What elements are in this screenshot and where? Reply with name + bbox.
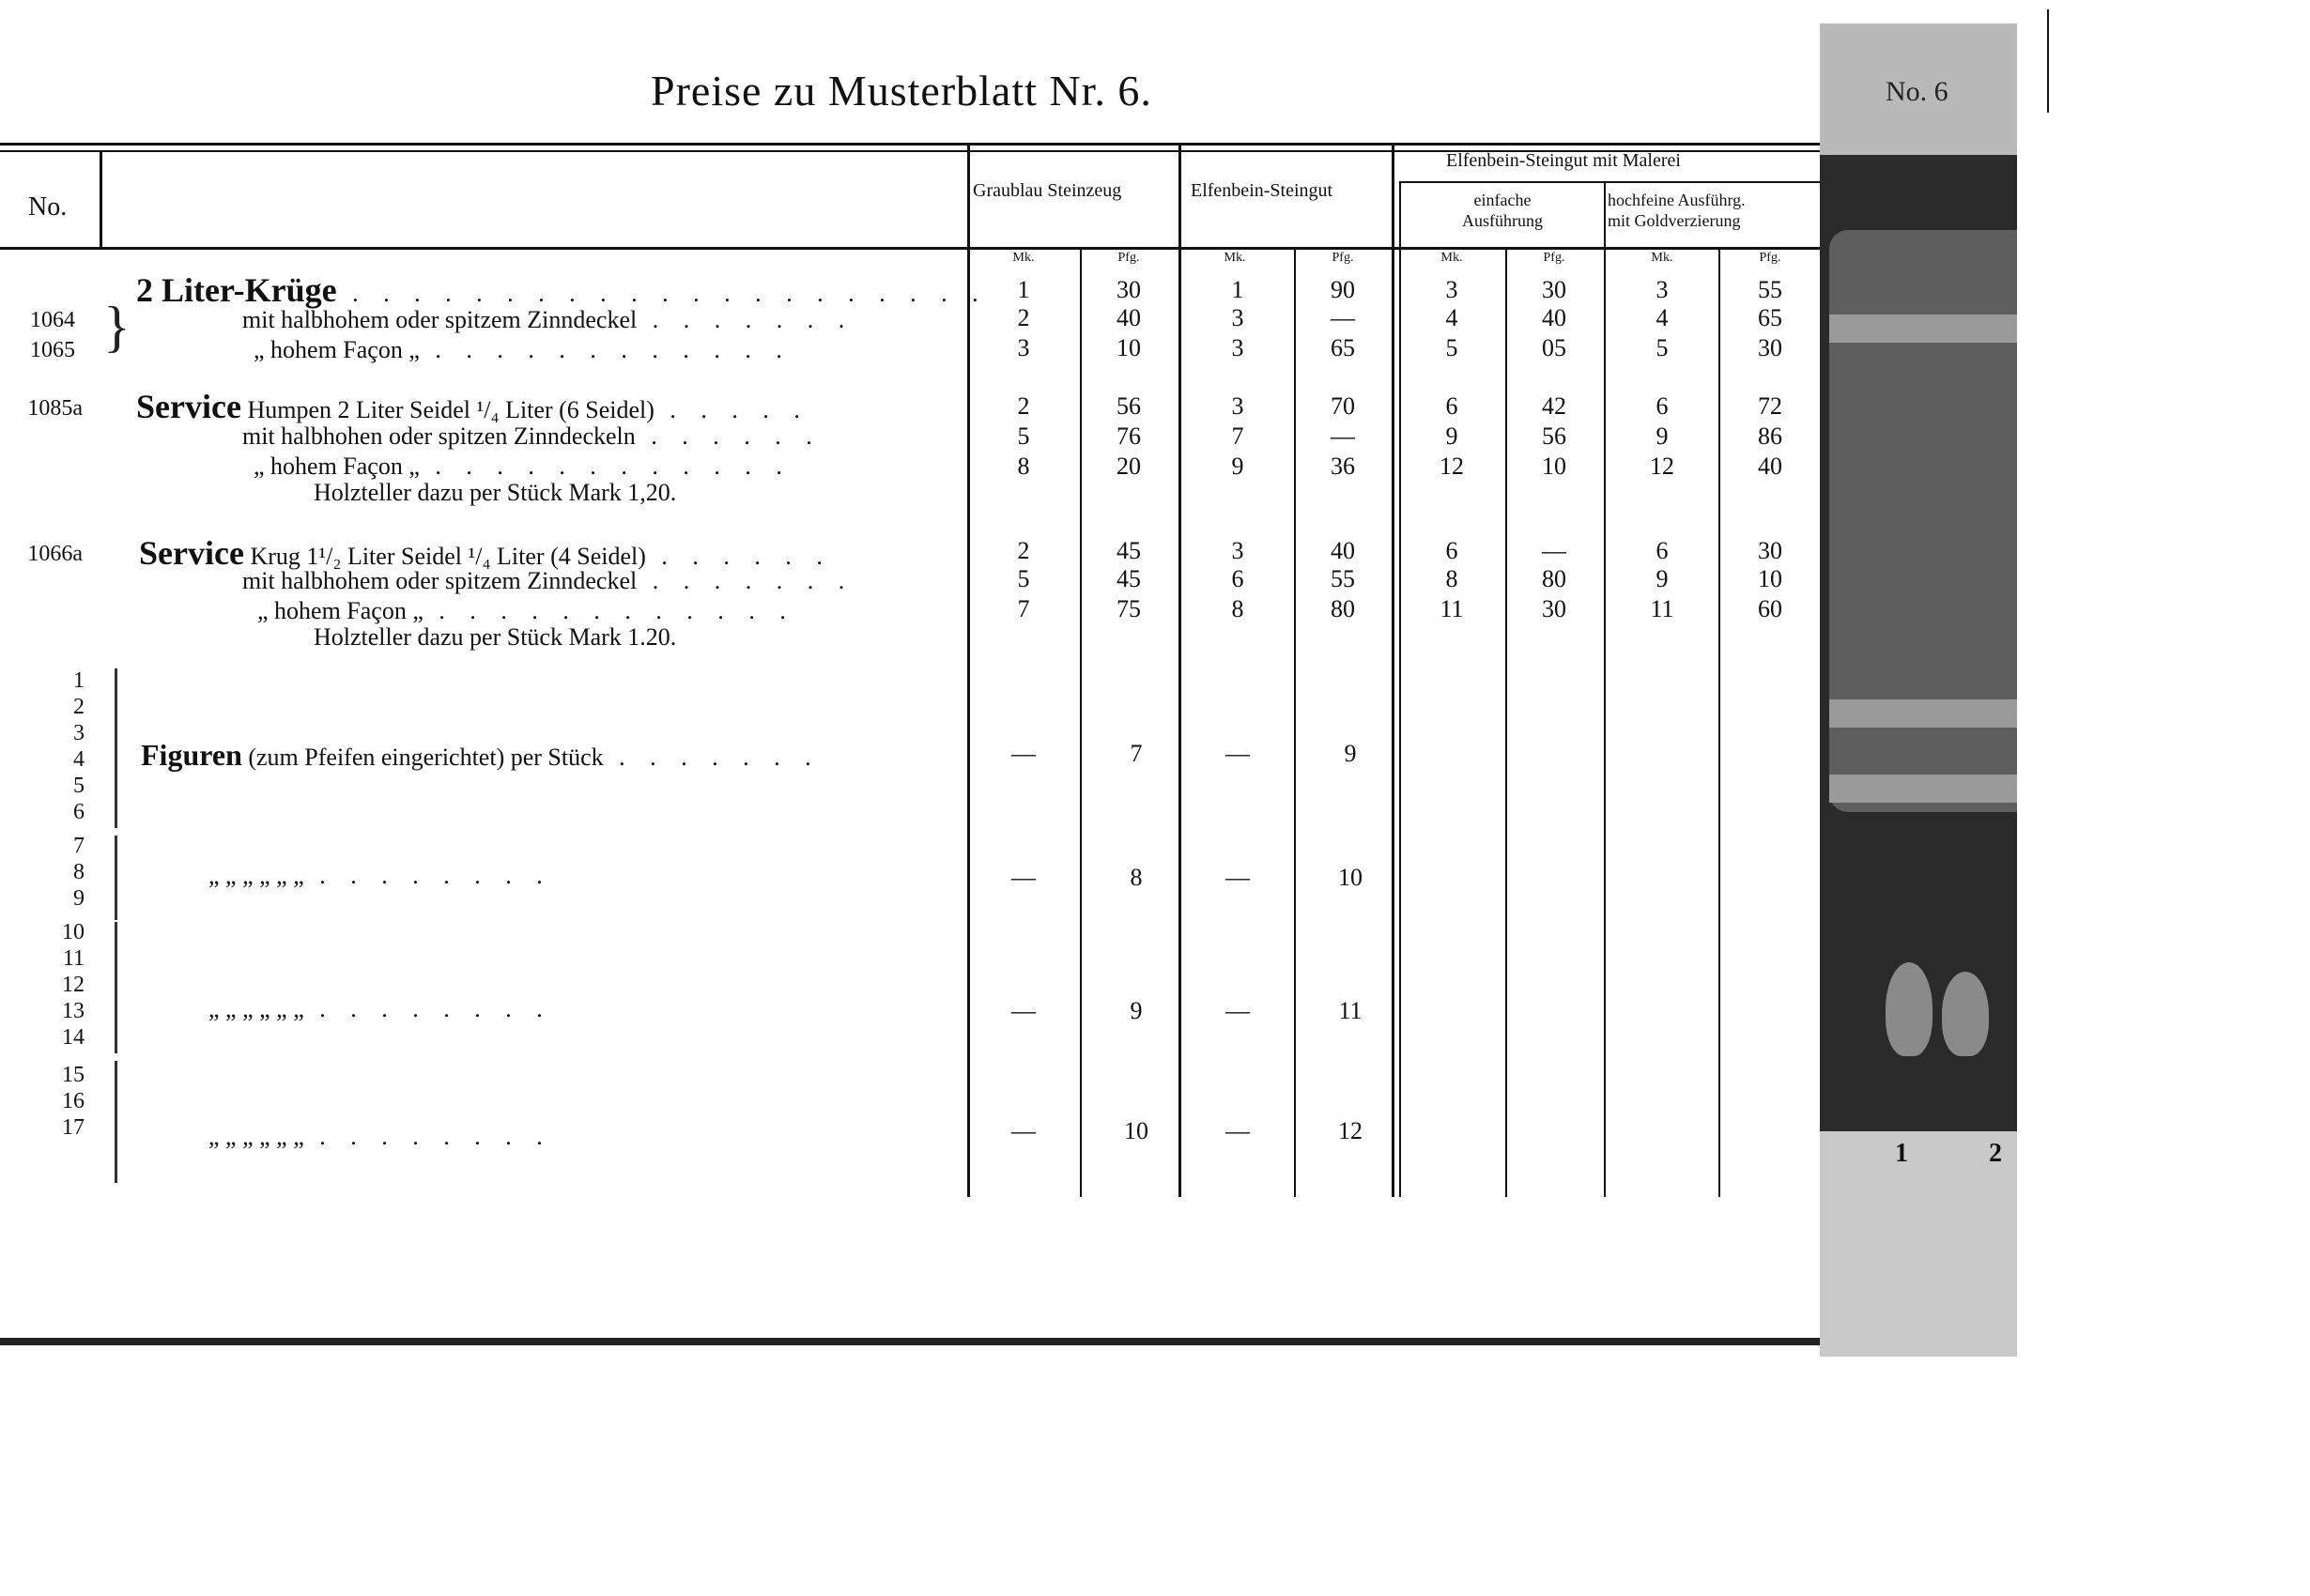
price-cell: 80	[1331, 595, 1355, 622]
price-cell: 10	[1124, 1117, 1148, 1144]
row-text-1065-label: „ hohem Façon „	[254, 336, 420, 363]
price-cell: 7	[1017, 595, 1030, 622]
price-cell: 5	[1017, 422, 1030, 450]
header-hochfeine-line1: hochfeine Ausführg.	[1608, 191, 1746, 209]
group-title-service-krug: Service Krug 1¹/₂ Liter Seidel ¹/₄ Liter (4 Seidel) . . . . . .	[139, 534, 832, 572]
price-cell: 55	[1331, 565, 1355, 592]
row-text-1065: „ hohem Façon „ . . . . . . . . . . . .	[254, 336, 792, 363]
unit-pfg-elfenbein: Pfg.	[1332, 251, 1354, 265]
price-cell: —	[1011, 740, 1036, 767]
unit-pfg-graublau: Pfg.	[1117, 251, 1140, 265]
note-humpen: Holzteller dazu per Stück Mark 1,20.	[314, 479, 677, 506]
figuren-no: 6	[73, 800, 85, 824]
figuren-ditto-1-text: „ „ „ „ „ „	[208, 862, 304, 889]
price-cell: 6	[1445, 392, 1458, 420]
price-cell: 86	[1758, 422, 1782, 450]
price-cell: 8	[1445, 565, 1458, 592]
row-text-1064-label: mit halbhohem oder spitzem Zinndeckel	[242, 306, 638, 333]
price-cell: 30	[1542, 595, 1566, 622]
header-einfache-line2: Ausführung	[1462, 211, 1543, 230]
price-cell: 72	[1758, 392, 1782, 420]
price-cell: 4	[1656, 304, 1669, 331]
unit-pfg-hochfeine: Pfg.	[1759, 251, 1781, 265]
figuren-brace-1	[115, 668, 120, 828]
header-no: No.	[28, 192, 68, 222]
figuren-title-text: Figuren	[141, 738, 242, 772]
price-cell: 9	[1656, 565, 1669, 592]
price-cell: —	[1225, 1117, 1250, 1144]
price-cell: —	[1011, 864, 1036, 891]
price-cell: 05	[1542, 334, 1566, 361]
group-title-service-krug-text: Service	[139, 534, 244, 572]
row-text-krug-3-label: „ hohem Façon „	[257, 597, 424, 624]
price-cell: 9	[1344, 740, 1357, 767]
row-text-humpen-2-label: mit halbhohen oder spitzen Zinndeckeln	[242, 422, 636, 450]
price-cell: 7	[1231, 422, 1244, 450]
price-cell: 3	[1231, 392, 1244, 420]
figuren-no: 16	[62, 1089, 85, 1113]
group-title-service-humpen: Service Humpen 2 Liter Seidel ¹/₄ Liter (6 Seidel) . . . . .	[136, 388, 809, 425]
col-divider-elfenbein	[1178, 146, 1181, 1197]
price-cell: 10	[1542, 453, 1566, 480]
price-cell: 12	[1440, 453, 1464, 480]
header-elfenbein: Elfenbein-Steingut	[1191, 180, 1333, 201]
price-cell: 10	[1116, 334, 1141, 361]
figuren-brace-3	[115, 922, 120, 1053]
price-cell: 3	[1231, 537, 1244, 564]
price-cell: 3	[1656, 276, 1669, 303]
price-cell: 36	[1331, 453, 1355, 480]
price-cell: 3	[1445, 276, 1458, 303]
price-cell: 30	[1116, 276, 1141, 303]
price-cell: 6	[1231, 565, 1244, 592]
col-divider-elfenbein-mkpf	[1294, 249, 1296, 1197]
page-bottom-rule	[0, 1338, 1820, 1345]
price-cell: 2	[1017, 304, 1030, 331]
figuren-no: 14	[62, 1025, 85, 1050]
malerei-sub-rule	[1399, 181, 1820, 183]
price-cell: 3	[1017, 334, 1030, 361]
price-cell: —	[1011, 1117, 1036, 1144]
figure-photo	[1886, 962, 1933, 1056]
price-cell: 1	[1231, 276, 1244, 303]
price-cell: 40	[1758, 453, 1782, 480]
row-text-humpen-3: „ hohem Façon „ . . . . . . . . . . . .	[254, 453, 792, 480]
price-cell: 56	[1116, 392, 1141, 420]
price-cell: 40	[1116, 304, 1141, 331]
unit-mk-graublau: Mk.	[1012, 251, 1035, 265]
row-text-krug-3: „ hohem Façon „ . . . . . . . . . . . .	[257, 597, 795, 624]
figuren-no: 4	[73, 747, 85, 772]
header-einfache	[1409, 190, 1596, 231]
price-cell: 11	[1650, 595, 1674, 622]
col-divider-no	[100, 150, 102, 249]
photo-number-2: 2	[1989, 1139, 2002, 1168]
figuren-subtitle: (zum Pfeifen eingerichtet) per Stück	[248, 744, 604, 771]
price-cell: 2	[1017, 537, 1030, 564]
figuren-no: 12	[62, 973, 85, 997]
price-cell: 90	[1331, 276, 1355, 303]
price-cell: 10	[1758, 565, 1782, 592]
row-text-humpen-2: mit halbhohen oder spitzen Zinndeckeln . . . . . .	[242, 422, 822, 450]
figuren-no: 7	[73, 834, 85, 858]
unit-mk-elfenbein: Mk.	[1224, 251, 1246, 265]
stein-band	[1829, 699, 2017, 728]
price-cell: 2	[1017, 392, 1030, 420]
figuren-no: 11	[62, 946, 85, 971]
figuren-no: 10	[62, 920, 85, 944]
price-cell: 60	[1758, 595, 1782, 622]
price-cell: —	[1331, 422, 1355, 450]
price-cell: —	[1011, 997, 1036, 1024]
price-cell: 12	[1650, 453, 1674, 480]
group-subtitle-service-humpen: Humpen 2 Liter Seidel ¹/₄ Liter (6 Seidel)	[247, 396, 654, 423]
price-cell: 6	[1445, 537, 1458, 564]
col-divider-graublau-mkpf	[1080, 249, 1082, 1197]
header-hochfeine-line2: mit Goldverzierung	[1608, 211, 1741, 230]
figuren-no: 8	[73, 860, 85, 884]
row-no-1064: 1064	[30, 308, 75, 332]
row-text-1064: mit halbhohem oder spitzem Zinndeckel . . . . . . .	[242, 306, 855, 333]
figuren-title: Figuren (zum Pfeifen eingerichtet) per Stück . . . . . . .	[141, 738, 821, 772]
figuren-brace-2	[115, 836, 120, 920]
figuren-no: 1	[73, 668, 85, 693]
header-bottom-rule	[0, 247, 1820, 250]
row-no-1085a: 1085a	[27, 396, 83, 421]
price-cell: 65	[1331, 334, 1355, 361]
col-divider-hochfeine-mkpf	[1718, 249, 1720, 1197]
figuren-no: 13	[62, 999, 85, 1023]
figuren-no: 5	[73, 774, 85, 798]
price-cell: 5	[1656, 334, 1669, 361]
price-cell: 30	[1758, 537, 1782, 564]
price-cell: 6	[1656, 392, 1669, 420]
price-cell: 45	[1116, 565, 1141, 592]
page-edge-mark	[2047, 9, 2049, 113]
row-text-krug-2-label: mit halbhohem oder spitzem Zinndeckel	[242, 567, 638, 594]
row-text-krug-2: mit halbhohem oder spitzem Zinndeckel . . . . . . .	[242, 567, 855, 594]
col-divider-malerei	[1392, 146, 1394, 1197]
figure-photo	[1942, 972, 1989, 1056]
price-cell: 42	[1542, 392, 1566, 420]
col-divider-einfache	[1399, 183, 1401, 1197]
price-cell: 8	[1231, 595, 1244, 622]
price-cell: 4	[1445, 304, 1458, 331]
row-no-1066a: 1066a	[27, 542, 83, 566]
price-cell: 70	[1331, 392, 1355, 420]
price-cell: —	[1542, 537, 1566, 564]
price-cell: 8	[1130, 864, 1143, 891]
col-divider-hochfeine	[1604, 183, 1606, 1197]
note-krug: Holzteller dazu per Stück Mark 1.20.	[314, 623, 677, 651]
figuren-no: 15	[62, 1063, 85, 1087]
price-cell: 76	[1116, 422, 1141, 450]
price-cell: —	[1331, 304, 1355, 331]
header-hochfeine	[1608, 190, 1820, 231]
price-cell: 5	[1017, 565, 1030, 592]
figuren-ditto-3-text: „ „ „ „ „ „	[208, 1123, 304, 1150]
price-cell: 9	[1231, 453, 1244, 480]
price-cell: 75	[1116, 595, 1141, 622]
row-text-humpen-3-label: „ hohem Façon „	[254, 453, 420, 480]
unit-mk-einfache: Mk.	[1440, 251, 1463, 265]
group-subtitle-service-krug: Krug 1¹/₂ Liter Seidel ¹/₄ Liter (4 Seidel)	[250, 543, 646, 570]
price-cell: 40	[1542, 304, 1566, 331]
figuren-no: 2	[73, 695, 85, 719]
photo-number-1: 1	[1895, 1139, 1908, 1168]
price-cell: 11	[1440, 595, 1464, 622]
price-cell: 5	[1445, 334, 1458, 361]
figuren-ditto-2-text: „ „ „ „ „ „	[208, 995, 304, 1022]
price-cell: —	[1225, 740, 1250, 767]
price-cell: 3	[1231, 334, 1244, 361]
figuren-ditto-1: „ „ „ „ „ „ . . . . . . . .	[208, 862, 552, 889]
group-title-kruege-text: 2 Liter-Krüge	[136, 271, 337, 309]
header-einfache-line1: einfache	[1473, 191, 1532, 209]
photo-strip-label: No. 6	[1886, 76, 1948, 107]
unit-pfg-einfache: Pfg.	[1543, 251, 1565, 265]
group-brace-kruege: }	[103, 296, 131, 358]
price-cell: 30	[1758, 334, 1782, 361]
photo-strip-footer	[1820, 1131, 2017, 1357]
group-title-service-humpen-text: Service	[136, 388, 241, 425]
price-cell: 8	[1017, 453, 1030, 480]
figuren-brace-4	[115, 1061, 120, 1183]
price-cell: 56	[1542, 422, 1566, 450]
price-cell: 11	[1338, 997, 1363, 1024]
group-title-kruege: 2 Liter-Krüge . . . . . . . . . . . . . . . . . . . . .	[136, 271, 988, 309]
product-photo-strip	[1820, 23, 2017, 1357]
price-cell: 65	[1758, 304, 1782, 331]
price-cell: 3	[1231, 304, 1244, 331]
price-cell: 55	[1758, 276, 1782, 303]
figuren-no: 9	[73, 886, 85, 911]
price-cell: 40	[1331, 537, 1355, 564]
price-cell: 6	[1656, 537, 1669, 564]
row-no-1065: 1065	[30, 338, 75, 362]
unit-mk-hochfeine: Mk.	[1651, 251, 1673, 265]
figuren-no: 17	[62, 1115, 85, 1140]
price-cell: 1	[1017, 276, 1030, 303]
price-cell: 80	[1542, 565, 1566, 592]
stein-band	[1829, 315, 2017, 343]
price-cell: —	[1225, 997, 1250, 1024]
header-graublau: Graublau Steinzeug	[973, 180, 1122, 201]
price-cell: 9	[1130, 997, 1143, 1024]
price-cell: 30	[1542, 276, 1566, 303]
stein-band	[1829, 775, 2017, 803]
header-malerei: Elfenbein-Steingut mit Malerei	[1446, 150, 1681, 171]
price-cell: 9	[1445, 422, 1458, 450]
price-cell: 12	[1338, 1117, 1363, 1144]
table-top-rule	[0, 143, 1820, 146]
figuren-ditto-2: „ „ „ „ „ „ . . . . . . . .	[208, 995, 552, 1022]
price-cell: 20	[1116, 453, 1141, 480]
price-cell: 9	[1656, 422, 1669, 450]
price-cell: 45	[1116, 537, 1141, 564]
price-cell: 7	[1130, 740, 1143, 767]
price-cell: 10	[1338, 864, 1363, 891]
figuren-ditto-3: „ „ „ „ „ „ . . . . . . . .	[208, 1123, 552, 1150]
price-cell: —	[1225, 864, 1250, 891]
col-divider-einfache-mkpf	[1505, 249, 1507, 1197]
figuren-no: 3	[73, 721, 85, 745]
